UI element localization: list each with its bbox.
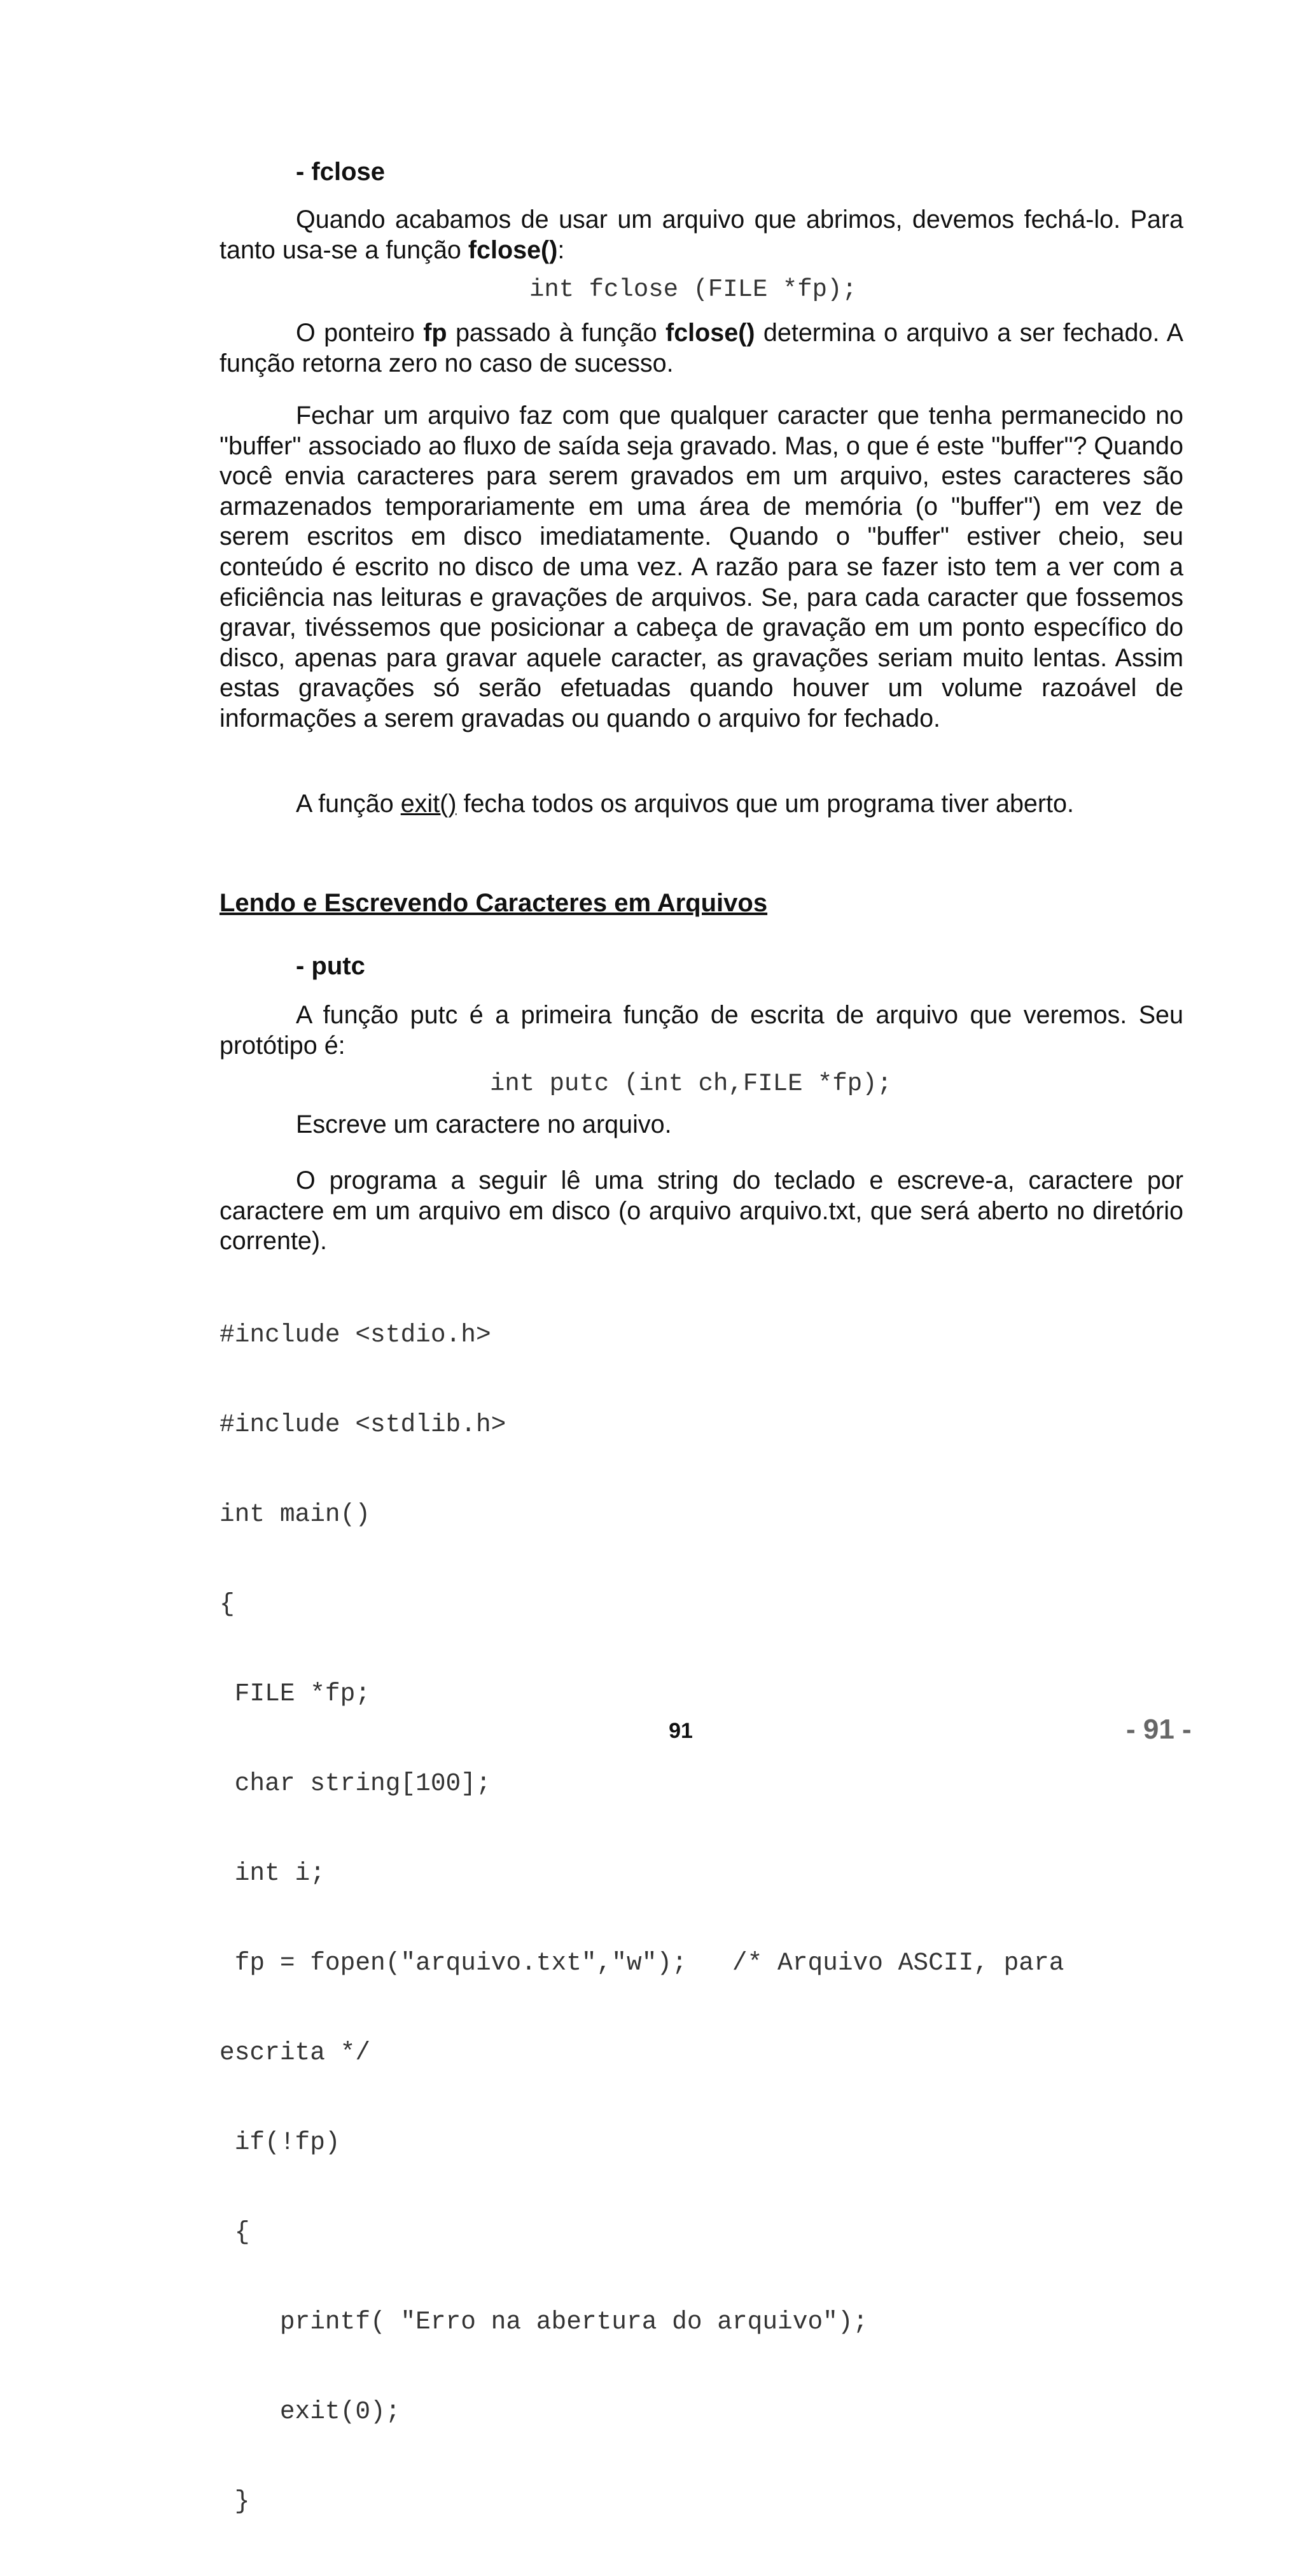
text-span: : xyxy=(557,235,565,264)
program-listing xyxy=(219,1260,1237,2576)
fclose-paragraph-2 xyxy=(219,318,1183,379)
fclose-function-name: fclose() xyxy=(665,319,755,347)
section-title: Lendo e Escrevendo Caracteres em Arquivos xyxy=(219,889,768,917)
text-span: A função xyxy=(296,790,401,818)
code-line: { xyxy=(219,2218,250,2246)
fclose-paragraph-1 xyxy=(219,205,1183,265)
code-line: int i; xyxy=(219,1859,325,1887)
code-line: { xyxy=(219,1590,235,1618)
buffer-paragraph: Fechar um arquivo faz com que qualquer caracter que tenha permanecido no "buffer" associado ao fluxo de saída seja gravado. Mas, o que é este "buffer"? Quando você envia caracteres para serem gravados em um arquivo, estes caracteres são armazenados temporariamente em uma área de memória (o "buffer") em vez de serem escritos em disco imediatamente. Quando o "buffer" estiver cheio, seu conteúdo é escrito no disco de uma vez. A razão para se fazer isto tem a ver com a eficiência nas leituras e gravações de arquivos. Se, para cada caracter que fossemos gravar, tivéssemos que posicionar a cabeça de gravação em um ponto específico do disco, apenas para gravar aquele caracter, as gravações seriam muito lentas. Assim estas gravações só serão efetuadas quando houver um volume razoável de informações a serem gravadas ou quando o arquivo for fechado. xyxy=(219,402,1183,732)
code-line: escrita */ xyxy=(219,2038,371,2067)
code-line: FILE *fp; xyxy=(219,1679,371,1708)
text-span: determina o arquivo a ser fechado. A função retorna zero no caso de sucesso. xyxy=(219,319,1183,377)
putc-paragraph-1: A função putc é a primeira função de escrita de arquivo que veremos. Seu protótipo é: xyxy=(219,1001,1183,1060)
page-number-right: - 91 - xyxy=(1126,1714,1192,1745)
page-number: 91 xyxy=(669,1719,693,1743)
code-line: #include <stdio.h> xyxy=(219,1320,491,1349)
code-line: } xyxy=(219,2487,250,2516)
text-span: O ponteiro xyxy=(296,319,424,347)
exit-paragraph xyxy=(219,789,1183,820)
exit-function-link: exit() xyxy=(400,790,457,818)
fp-pointer-name: fp xyxy=(423,319,447,347)
putc-paragraph-2: Escreve um caractere no arquivo. xyxy=(296,1110,672,1138)
fclose-heading: - fclose xyxy=(296,158,386,186)
putc-paragraph-3: O programa a seguir lê uma string do teclado e escreve-a, caractere por caractere em um arquivo em disco (o arquivo arquivo.txt, que será aberto no diretório corrente). xyxy=(219,1166,1183,1256)
code-line: exit(0); xyxy=(219,2397,401,2426)
putc-heading: - putc xyxy=(296,952,365,980)
code-line: fp = fopen("arquivo.txt","w"); /* Arquivo ASCII, para xyxy=(219,1949,1064,1977)
code-line: char string[100]; xyxy=(219,1769,491,1798)
code-line: #include <stdlib.h> xyxy=(219,1410,506,1439)
fclose-function-name: fclose() xyxy=(468,235,558,264)
code-line: printf( "Erro na abertura do arquivo"); xyxy=(219,2307,868,2336)
text-span: fecha todos os arquivos que um programa tiver aberto. xyxy=(456,790,1074,818)
putc-prototype: int putc (int ch,FILE *fp); xyxy=(490,1070,892,1098)
code-line: int main() xyxy=(219,1500,371,1529)
code-line: if(!fp) xyxy=(219,2128,340,2157)
fclose-prototype: int fclose (FILE *fp); xyxy=(529,276,857,304)
text-span: passado à função xyxy=(447,319,666,347)
text-span: Quando acabamos de usar um arquivo que abrimos, devemos fechá-lo. Para tanto usa-se a função xyxy=(219,206,1183,264)
